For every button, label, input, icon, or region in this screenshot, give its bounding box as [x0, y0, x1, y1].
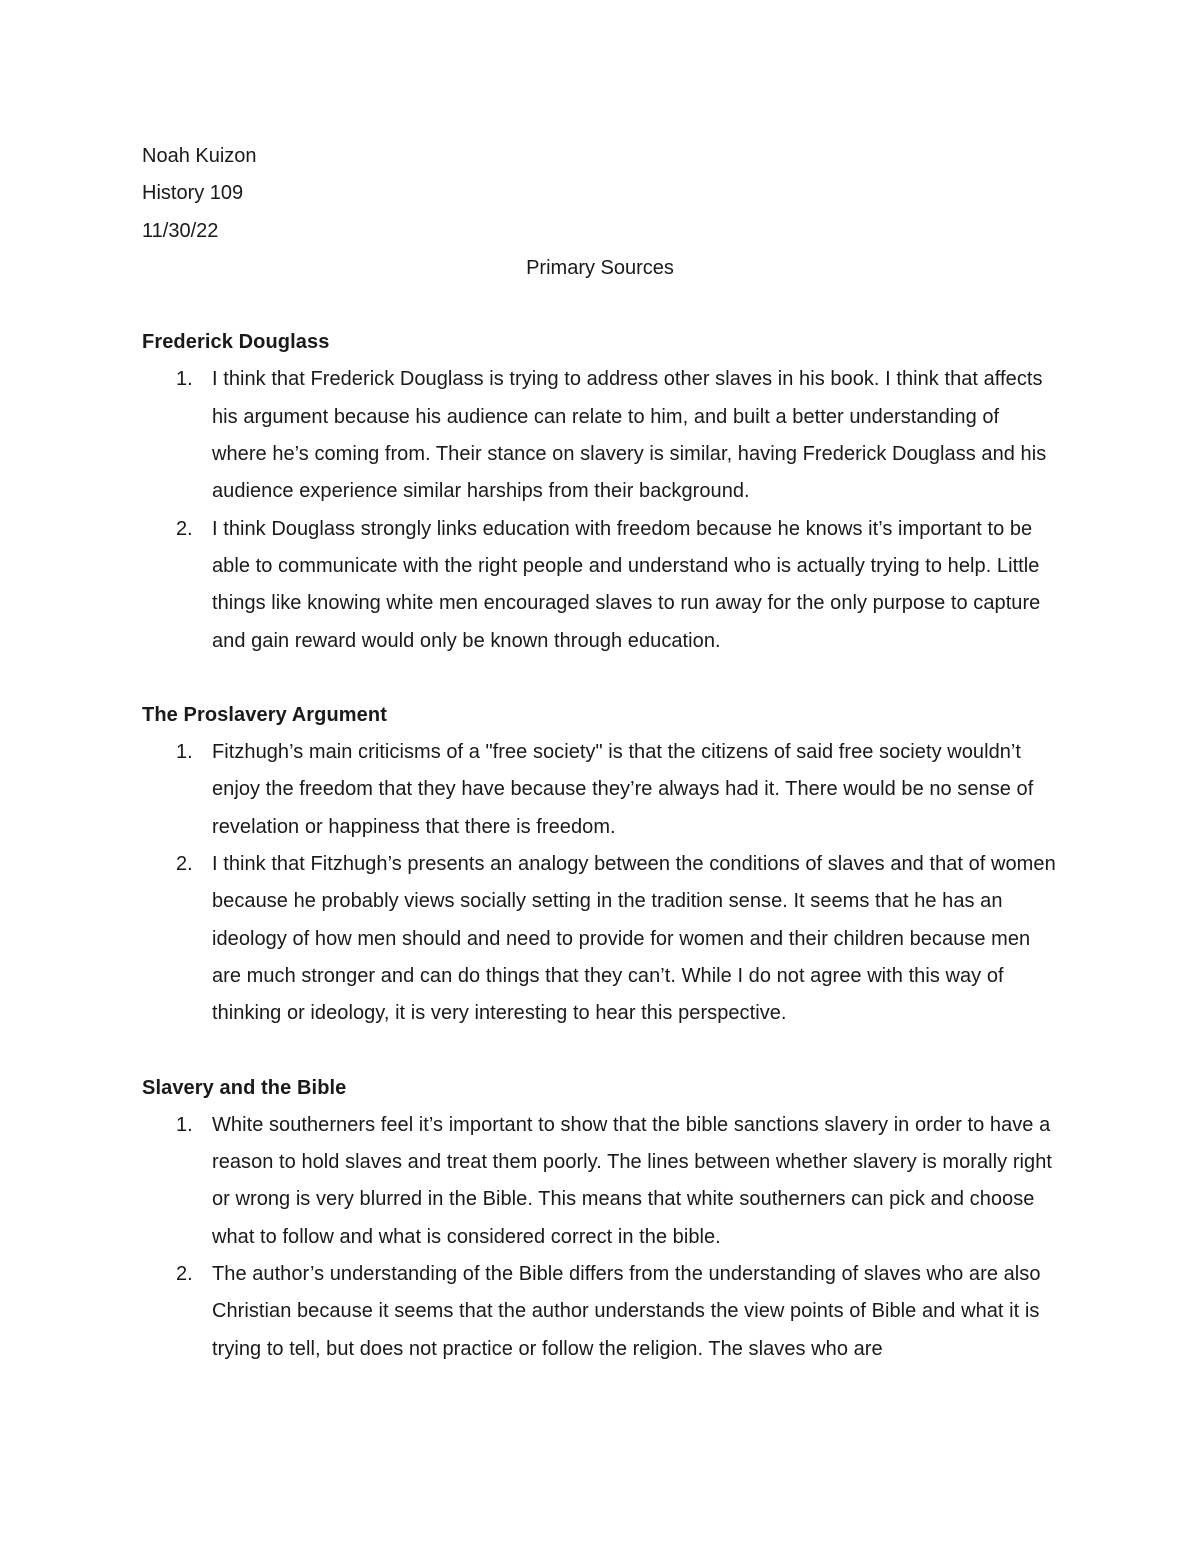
- list-item: [142, 361, 1058, 510]
- section-slavery-and-the-bible: [142, 1070, 1058, 1368]
- section-proslavery-argument: [142, 697, 1058, 1033]
- list-number: 2.: [176, 853, 193, 876]
- list-item-text: I think Douglass strongly links education with freedom because he knows it’s important to be able to communicate with the right people and understand who is actually trying to help. Little things like knowing white men encouraged slaves to run away for the only purpose to capture and gain reward would only be known through education.: [212, 517, 1041, 652]
- list-number: 1.: [176, 1113, 193, 1136]
- document-date: 11/30/22: [142, 219, 219, 242]
- list-number: 2.: [176, 1263, 193, 1286]
- list-item-text: The author’s understanding of the Bible differs from the understanding of slaves who are also Christian because it seems that the author understands the view points of Bible and what it is trying to tell, but does not practice or follow the religion. The slaves who are: [212, 1263, 1041, 1360]
- list-item: [142, 1107, 1058, 1256]
- section-heading: Frederick Douglass: [142, 331, 330, 354]
- list-item: [142, 1256, 1058, 1368]
- list-item: [142, 511, 1058, 660]
- list-item: [142, 734, 1058, 846]
- section-heading: Slavery and the Bible: [142, 1076, 347, 1099]
- list-item-text: I think that Frederick Douglass is trying to address other slaves in his book. I think that affects his argument because his audience can relate to him, and built a better understanding of where he’s coming from. Their stance on slavery is similar, having Frederick Douglass and his audience experience similar harships from their background.: [212, 368, 1047, 503]
- list-item-text: Fitzhugh’s main criticisms of a "free society" is that the citizens of said free society wouldn’t enjoy the freedom that they have because they’re always had it. There would be no sense of revelation or happiness that there is freedom.: [212, 741, 1034, 838]
- list-item-text: I think that Fitzhugh’s presents an analogy between the conditions of slaves and that of women because he probably views socially setting in the tradition sense. It seems that he has an ideology of how men should and need to provide for women and their children because men are much stronger and can do things that they can’t. While I do not agree with this way of thinking or ideology, it is very interesting to hear this perspective.: [212, 853, 1056, 1025]
- document-title: Primary Sources: [526, 256, 674, 279]
- section-frederick-douglass: [142, 324, 1058, 660]
- list-item: [142, 846, 1058, 1032]
- list-item-text: White southerners feel it’s important to show that the bible sanctions slavery in order to have a reason to hold slaves and treat them poorly. The lines between whether slavery is morally right or wrong is very blurred in the Bible. This means that white southerners can pick and choose what to follow and what is considered correct in the bible.: [212, 1113, 1052, 1248]
- list-number: 1.: [176, 741, 193, 764]
- list-number: 1.: [176, 368, 193, 391]
- section-heading: The Proslavery Argument: [142, 703, 387, 726]
- course-name: History 109: [142, 182, 244, 205]
- author-name: Noah Kuizon: [142, 145, 257, 167]
- document-body: [142, 138, 1058, 1368]
- numbered-list: [142, 734, 1058, 1032]
- list-number: 2.: [176, 517, 193, 540]
- numbered-list: [142, 361, 1058, 659]
- numbered-list: [142, 1107, 1058, 1368]
